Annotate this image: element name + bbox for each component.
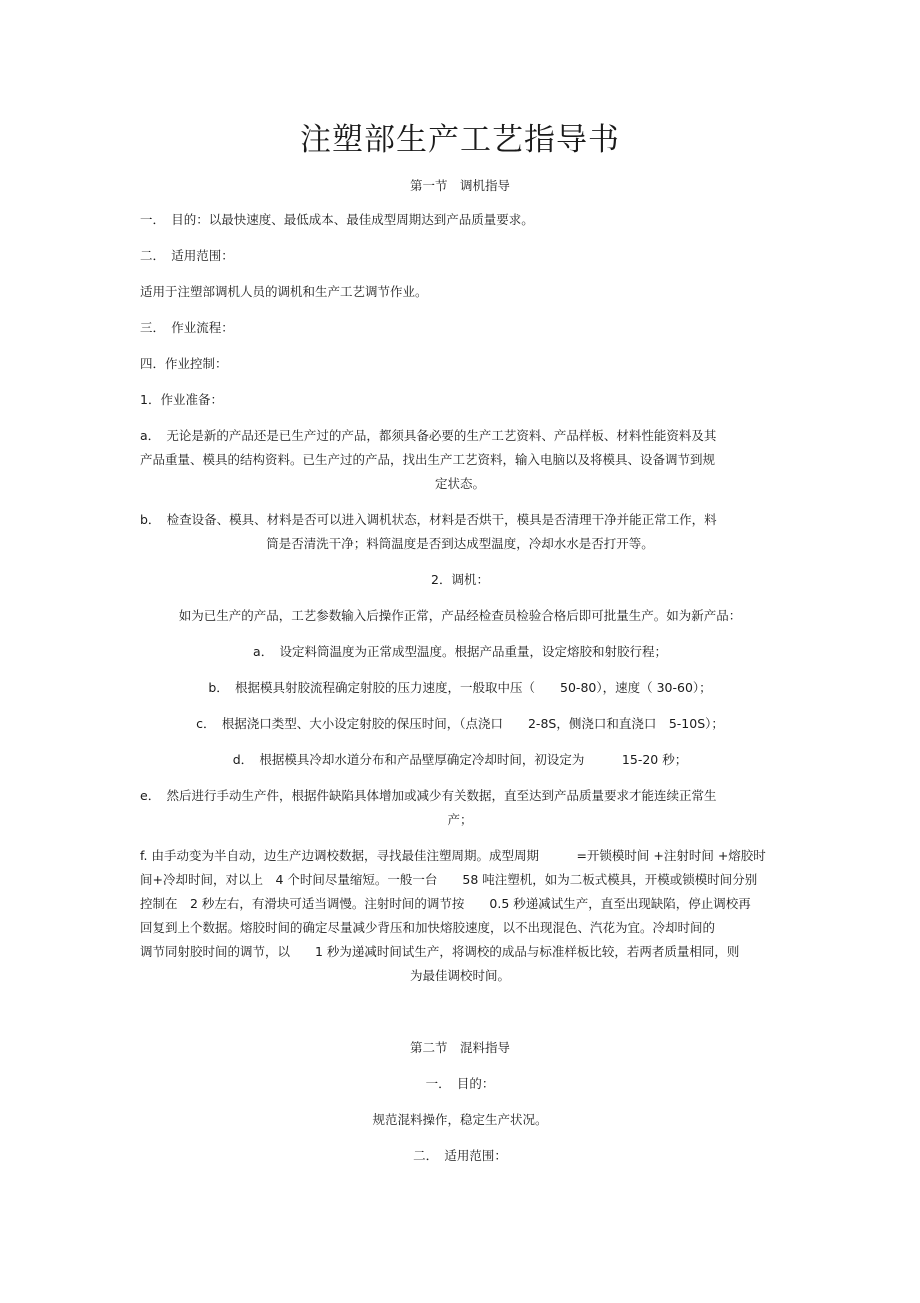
item-f-line-3: 控制在 2 秒左右，有滑块可适当调慢。注射时间的调节按 0.5 秒递减试生产，直至出现缺陷，停止调校再 <box>140 896 751 911</box>
section-2-purpose-text: 规范混料操作，稳定生产状况。 <box>372 1112 548 1127</box>
item-a-line-3: 定状态。 <box>434 476 485 491</box>
flow-heading: 三． 作业流程： <box>140 320 234 335</box>
step-c: c． 根据浇口类型、大小设定射胶的保压时间，（点浇口 2-8S，侧浇口和直浇口 5-10S）； <box>196 716 724 731</box>
item-b-line-2: 筒是否清洗干净；料筒温度是否到达成型温度，冷却水水是否打开等。 <box>266 536 654 551</box>
item-f-line-5: 调节同射胶时间的调节，以 1 秒为递减时间试生产，将调校的成品与标准样板比较，若两者质量相同，则 <box>140 944 740 959</box>
item-e-line-1: e． 然后进行手动生产件，根据件缺陷具体增加或减少有关数据，直至达到产品质量要求才能连续正常生 <box>140 788 717 803</box>
section-2-purpose-heading: 一． 目的： <box>425 1076 495 1091</box>
control-heading: 四．作业控制： <box>140 356 228 371</box>
item-f-line-6: 为最佳调校时间。 <box>409 968 510 983</box>
prep-heading: 1．作业准备： <box>140 392 223 407</box>
item-a-line-2: 产品重量、模具的结构资料。已生产过的产品，找出生产工艺资料，输入电脑以及将模具、设备调节到规 <box>140 452 716 467</box>
step-b: b． 根据模具射胶流程确定射胶的压力速度，一般取中压（ 50-80），速度（ 30-60）； <box>208 680 712 695</box>
item-f-line-4: 回复到上个数据。熔胶时间的确定尽量减少背压和加快熔胶速度，以不出现混色、汽花为宜。冷却时间的 <box>140 920 716 935</box>
document-title: 注塑部生产工艺指导书 <box>300 122 620 158</box>
scope-text: 适用于注塑部调机人员的调机和生产工艺调节作业。 <box>140 284 428 299</box>
item-f-line-2: 间+冷却时间，对以上 4 个时间尽量缩短。一般一台 58 吨注塑机，如为二板式模具，开模或锁模时间分别 <box>140 872 758 887</box>
item-a-line-1: a． 无论是新的产品还是已生产过的产品，都须具备必要的生产工艺资料、产品样板、材料性能资料及其 <box>140 428 717 443</box>
purpose-line: 一． 目的：以最快速度、最低成本、最佳成型周期达到产品质量要求。 <box>140 212 534 227</box>
scope-heading: 二． 适用范围： <box>140 248 234 263</box>
section-2-scope-heading: 二． 适用范围： <box>413 1148 507 1163</box>
step-a: a． 设定料筒温度为正常成型温度。根据产品重量，设定熔胶和射胶行程； <box>253 644 667 659</box>
section-1-heading: 第一节 调机指导 <box>409 178 510 193</box>
section-2-heading: 第二节 混料指导 <box>409 1040 510 1055</box>
item-b-line-1: b． 检查设备、模具、材料是否可以进入调机状态，材料是否烘干，模具是否清理干净并能正常工作，料 <box>140 512 717 527</box>
adjust-heading: 2．调机： <box>431 572 489 587</box>
step-d: d． 根据模具冷却水道分布和产品壁厚确定冷却时间，初设定为 15-20 秒； <box>232 752 688 767</box>
adjust-intro: 如为已生产的产品，工艺参数输入后操作正常，产品经检查员检验合格后即可批量生产。如为新产品： <box>178 608 742 623</box>
item-f-line-1: f. 由手动变为半自动，边生产边调校数据，寻找最佳注塑周期。成型周期 =开锁模时间 +注射时间 +熔胶时 <box>140 848 766 863</box>
item-e-line-2: 产； <box>447 812 473 827</box>
